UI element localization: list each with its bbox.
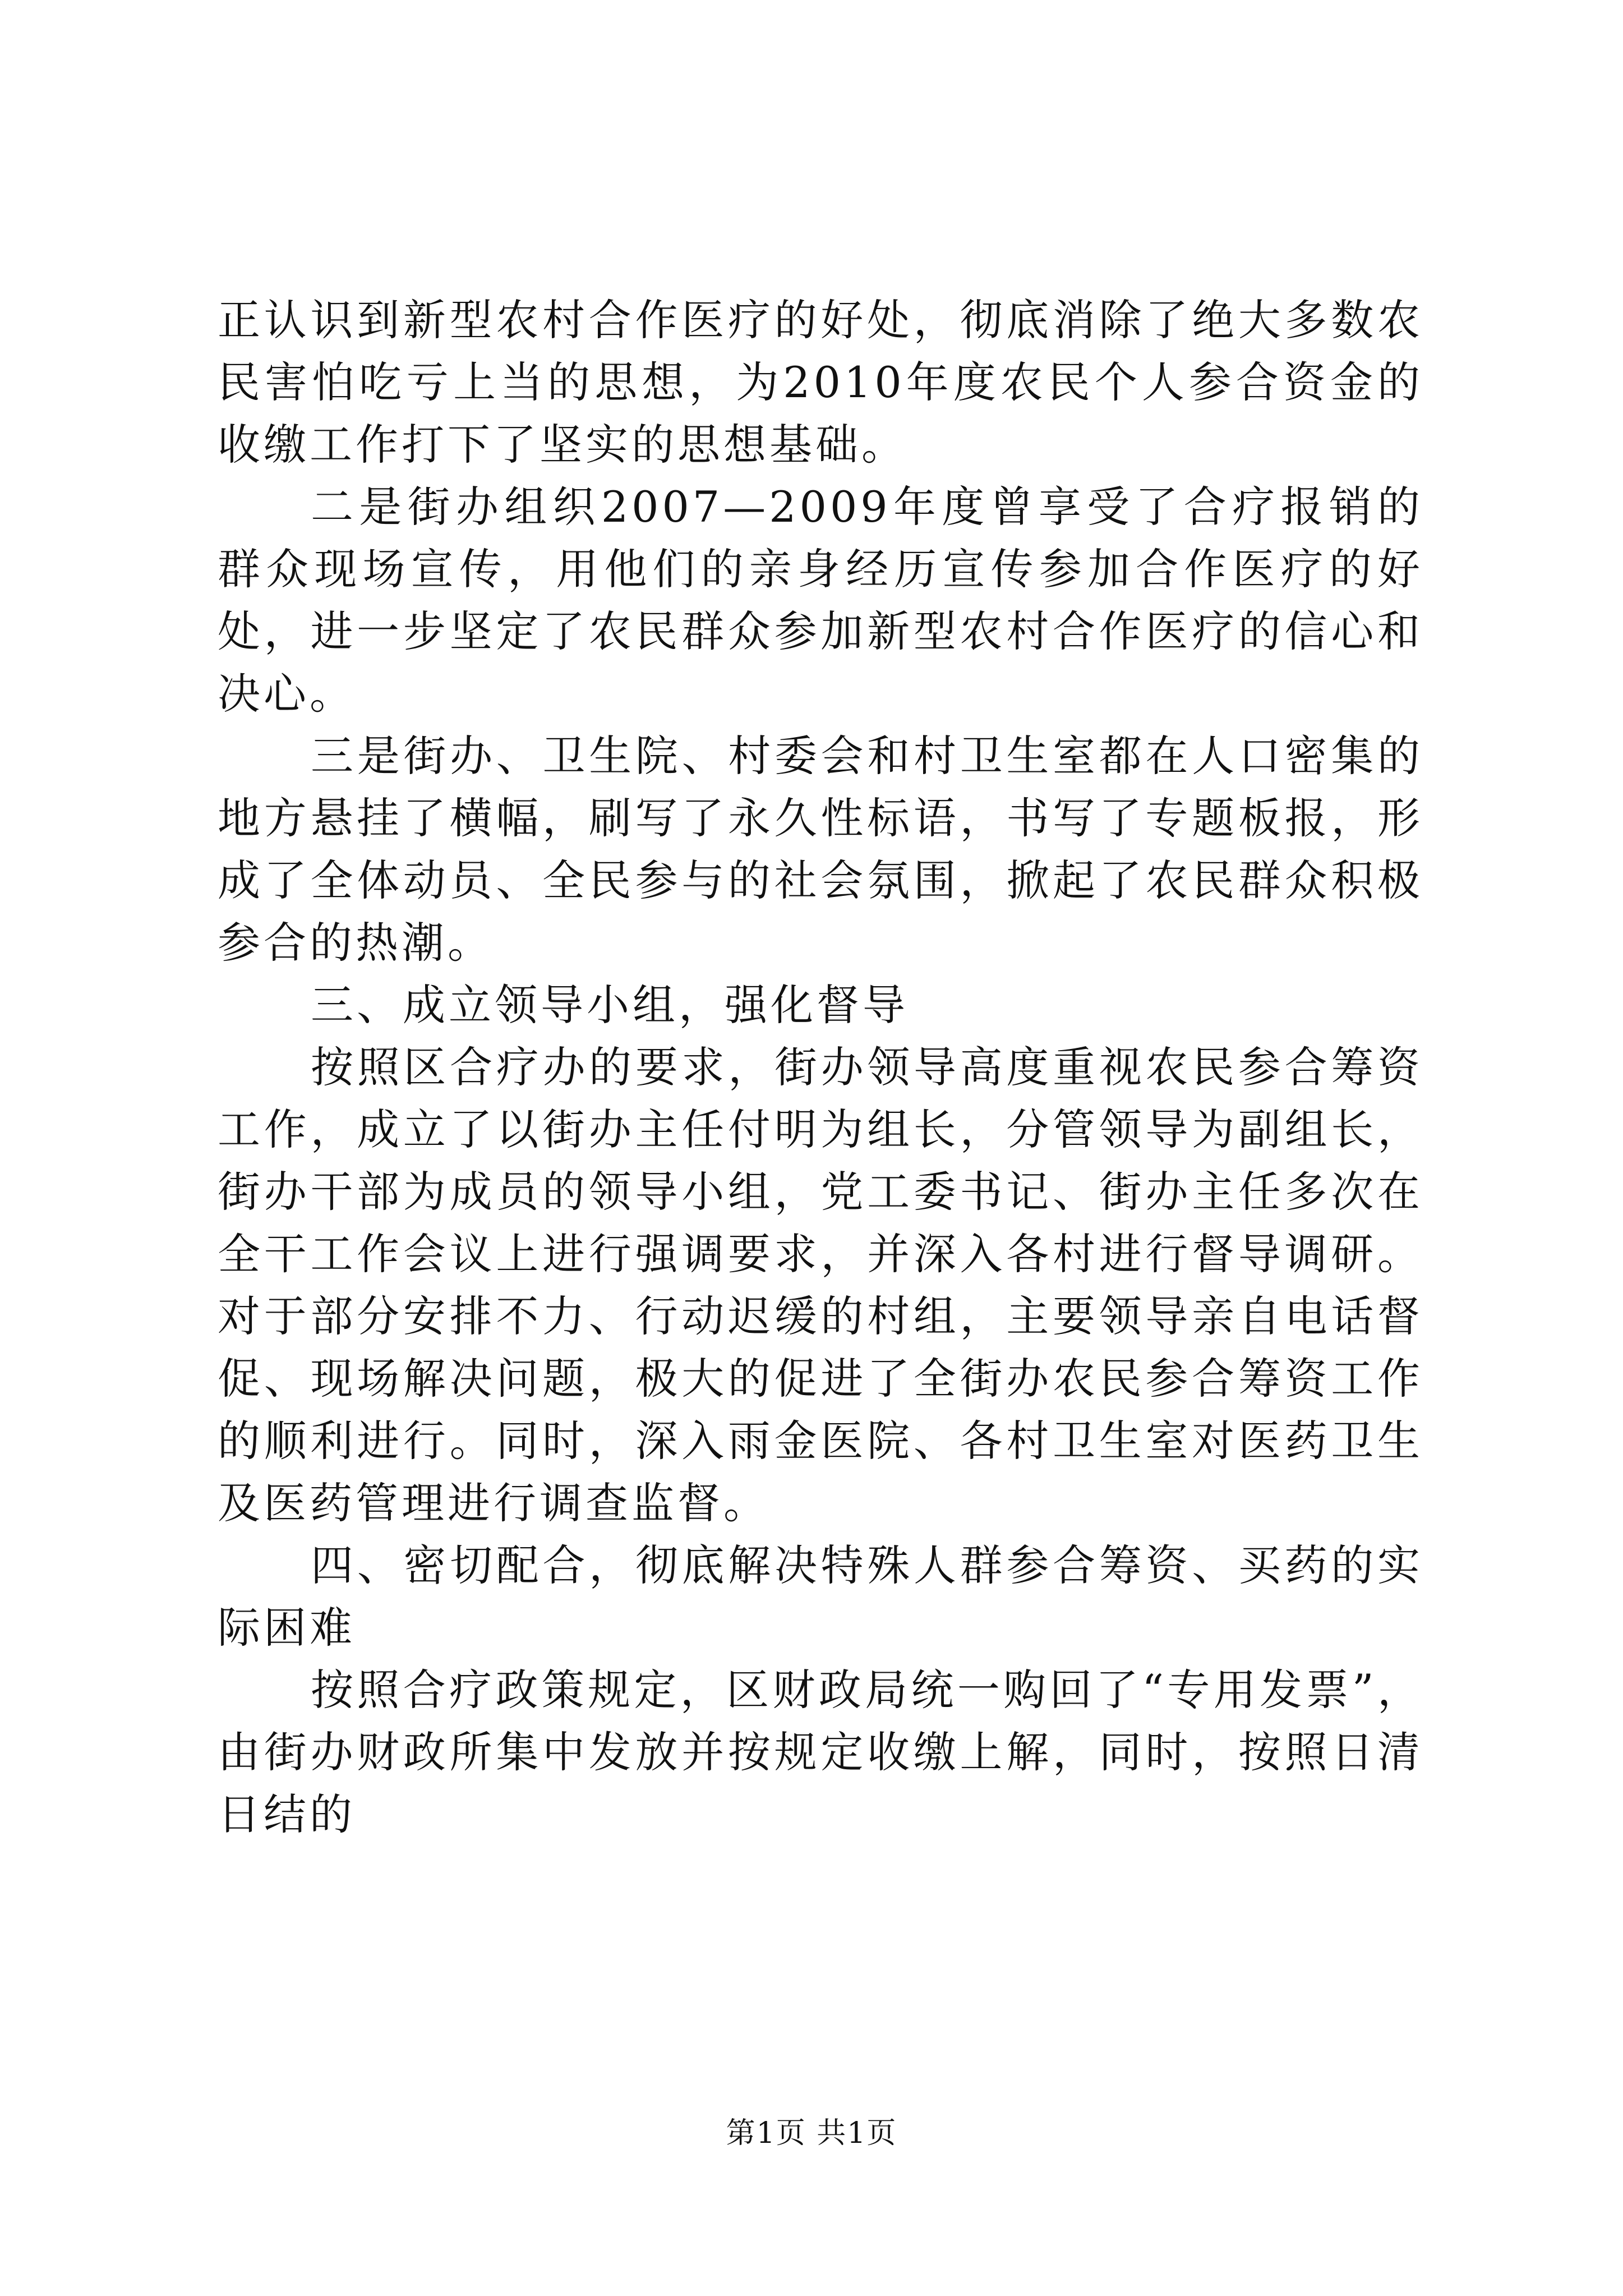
paragraph-1: 正认识到新型农村合作医疗的好处，彻底消除了绝大多数农民害怕吃亏上当的思想，为2010年度农民个人参合资金的收缴工作打下了坚实的思想基础。 xyxy=(218,295,1423,470)
paragraph-2: 二是街办组织2007—2009年度曾享受了合疗报销的群众现场宣传，用他们的亲身经历宣传参加合作医疗的好处，进一步坚定了农民群众参加新型农村合作医疗的信心和决心。 xyxy=(218,482,1423,719)
section-heading-3: 三、成立领导小组，强化督导 xyxy=(311,980,909,1030)
paragraph-7: 按照合疗政策规定，区财政局统一购回了“专用发票”，由街办财政所集中发放并按规定收缴上解，同时，按照日清日结的 xyxy=(218,1665,1423,1839)
paragraph-3: 三是街办、卫生院、村委会和村卫生室都在人口密集的地方悬挂了横幅，刷写了永久性标语，书写了专题板报，形成了全体动员、全民参与的社会氛围，掀起了农民群众积极参合的热潮。 xyxy=(218,731,1423,968)
page-footer: 第1页 共1页 xyxy=(726,2116,897,2150)
document-body xyxy=(218,289,1423,1846)
section-heading-4: 四、密切配合，彻底解决特殊人群参合筹资、买药的实际困难 xyxy=(218,1540,1423,1653)
paragraph-5: 按照区合疗办的要求，街办领导高度重视农民参合筹资工作，成立了以街办主任付明为组长，分管领导为副组长，街办干部为成员的领导小组，党工委书记、街办主任多次在全干工作会议上进行强调要求，并深入各村进行督导调研。对于部分安排不力、行动迟缓的村组，主要领导亲自电话督促、现场解决问题，极大的促进了全街办农民参合筹资工作的顺利进行。同时，深入雨金医院、各村卫生室对医药卫生及医药管理进行调查监督。 xyxy=(218,1042,1423,1528)
